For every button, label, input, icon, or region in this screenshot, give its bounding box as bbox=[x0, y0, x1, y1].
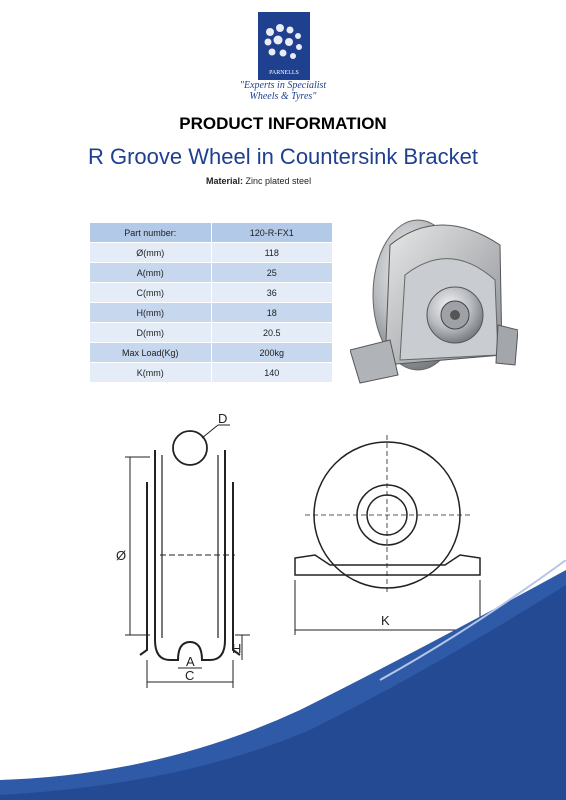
spec-value: 36 bbox=[211, 283, 333, 303]
spec-label: Ø(mm) bbox=[90, 243, 212, 263]
table-row bbox=[90, 323, 333, 343]
label-c: C bbox=[185, 668, 195, 683]
spec-label: C(mm) bbox=[90, 283, 212, 303]
label-a: A bbox=[186, 654, 195, 669]
logo-brand-text: PARNELLS bbox=[269, 70, 299, 76]
label-h: H bbox=[232, 641, 242, 656]
spec-value: 140 bbox=[211, 363, 333, 383]
spec-label: Max Load(Kg) bbox=[90, 343, 212, 363]
spec-label: D(mm) bbox=[90, 323, 212, 343]
spec-label: H(mm) bbox=[90, 303, 212, 323]
spec-value: 25 bbox=[211, 263, 333, 283]
label-d: D bbox=[218, 411, 228, 426]
label-diameter: Ø bbox=[116, 548, 127, 563]
material-line bbox=[206, 176, 311, 186]
spec-label: Part number: bbox=[90, 223, 212, 243]
spec-label: K(mm) bbox=[90, 363, 212, 383]
product-photo bbox=[350, 205, 518, 390]
specs-table bbox=[89, 222, 333, 383]
product-title: R Groove Wheel in Countersink Bracket bbox=[87, 144, 479, 169]
logo-graphic bbox=[258, 12, 310, 80]
spec-value: 200kg bbox=[211, 343, 333, 363]
spec-value: 18 bbox=[211, 303, 333, 323]
table-row bbox=[90, 343, 333, 363]
table-row bbox=[90, 303, 333, 323]
spec-value: 118 bbox=[211, 243, 333, 263]
table-row bbox=[90, 283, 333, 303]
table-row bbox=[90, 363, 333, 383]
logo-tagline bbox=[0, 80, 566, 102]
section-title: PRODUCT INFORMATION bbox=[179, 114, 387, 133]
logo-tagline-line1: "Experts in Specialist bbox=[239, 80, 327, 91]
material-value: Zinc plated steel bbox=[245, 176, 312, 186]
spec-value: 120-R-FX1 bbox=[211, 223, 333, 243]
spec-value: 20.5 bbox=[211, 323, 333, 343]
material-label: Material: bbox=[206, 176, 244, 186]
spec-label: A(mm) bbox=[90, 263, 212, 283]
table-row bbox=[90, 263, 333, 283]
logo-tagline-line2: Wheels & Tyres" bbox=[249, 91, 317, 102]
company-logo bbox=[258, 12, 310, 80]
decorative-wave bbox=[0, 560, 566, 800]
label-k: K bbox=[381, 613, 390, 628]
table-row bbox=[90, 223, 333, 243]
table-row bbox=[90, 243, 333, 263]
